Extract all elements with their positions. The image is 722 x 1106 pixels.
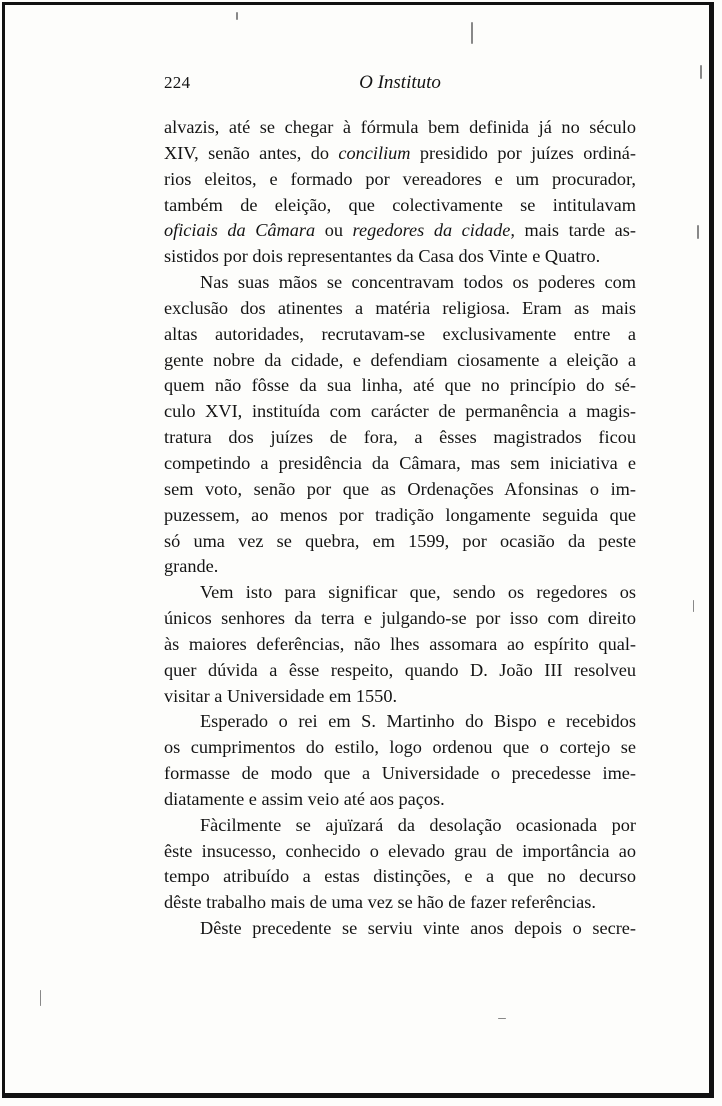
text-line [164,425,636,451]
text-run: Nas suas mãos se concentravam todos os poderes com [200,272,636,293]
text-line [164,709,636,735]
body-text [164,115,636,942]
text-run: culo XVI, instituída com carácter de permanência a magis- [164,401,636,422]
text-run: alvazis, até se chegar à fórmula bem definida já no século [164,117,636,137]
text-run: diatamente e assim veio até aos paços. [164,788,445,809]
text-line [164,399,636,425]
paragraph [164,580,636,709]
text-run: Dêste precedente se serviu vinte anos depois o secre- [200,918,636,939]
text-line [164,322,636,348]
text-run: rios eleitos, e formado por vereadores e um procurador, [164,168,636,189]
text-run: XIV, senão antes, do [164,142,339,163]
text-run: únicos senhores da terra e julgando-se por isso com direito [164,608,636,629]
text-run: quem não fôsse da sua linha, até que no princípio do sé- [164,375,636,396]
text-run: Vem isto para significar que, sendo os regedores os [200,582,636,603]
text-line [164,503,636,529]
scan-speck [700,65,702,79]
text-run: competindo a presidência da Câmara, mas sem iniciativa e [164,452,636,473]
scan-speck [693,600,694,612]
text-line [164,270,636,296]
text-run: exclusão dos atinentes a matéria religiosa. Eram as mais [164,297,636,318]
text-run: tratura dos juízes de fora, a êsses magistrados ficou [164,427,636,448]
scan-speck [236,12,238,20]
scan-speck [498,1018,506,1019]
scan-speck [40,990,41,1006]
text-line [164,735,636,761]
text-line [164,193,636,219]
text-run: quer dúvida a êsse respeito, quando D. João III resolveu [164,659,636,680]
italic-term: regedores da cidade, [352,220,515,241]
text-line [164,632,636,658]
text-line [164,373,636,399]
running-title: O Instituto [359,72,441,93]
scan-speck [697,225,699,239]
text-run: êste insucesso, conhecido o elevado grau de importância ao [164,840,636,861]
text-run: presidido por juízes ordiná- [410,142,636,163]
text-line [164,839,636,865]
text-line [164,761,636,787]
text-line [164,244,636,270]
paragraph [164,115,636,270]
text-line [164,916,636,942]
text-run: Fàcilmente se ajuïzará da desolação ocasionada por [200,814,636,835]
text-run: também de eleição, que colectivamente se intitulavam [164,194,636,215]
text-line [164,787,636,813]
text-run: gente nobre da cidade, e defendiam ciosamente a eleição a [164,349,636,370]
italic-term: concilium [338,142,411,163]
text-run: só uma vez se quebra, em 1599, por ocasião da peste [164,530,636,551]
italic-term: oficiais da Câmara [164,220,316,241]
text-run: os cumprimentos do estilo, logo ordenou que o cortejo se [164,737,636,758]
text-run: altas autoridades, recrutavam-se exclusivamente entre a [164,323,636,344]
text-line [164,348,636,374]
text-run: às maiores deferências, não lhes assomara ao espírito qual- [164,633,636,654]
text-run: visitar a Universidade em 1550. [164,685,398,706]
text-line [164,167,636,193]
text-line [164,890,636,916]
text-line [164,684,636,710]
page-number: 224 [164,73,191,92]
text-run: sem voto, senão por que as Ordenações Afonsinas o im- [164,478,636,499]
text-run: grande. [164,556,219,577]
paragraph [164,709,636,812]
text-run: ou [315,220,353,241]
paragraph [164,813,636,916]
text-line [164,451,636,477]
paragraph [164,270,636,580]
text-run: formasse de modo que a Universidade o precedesse ime- [164,763,636,784]
text-line [164,115,636,141]
text-line [164,864,636,890]
scan-speck [471,22,473,44]
text-run: dêste trabalho mais de uma vez se hão de fazer referências. [164,892,596,913]
text-line [164,529,636,555]
text-line [164,477,636,503]
text-run: puzessem, ao menos por tradição longamente seguida que [164,504,636,525]
text-run: mais tarde as- [514,220,636,241]
page-header [164,73,636,103]
text-line [164,606,636,632]
text-line [164,296,636,322]
paragraph [164,916,636,942]
text-run: tempo atribuído a estas distinções, e a que no decurso [164,866,636,887]
text-line [164,813,636,839]
text-line [164,658,636,684]
text-run: sistidos por dois representantes da Casa dos Vinte e Quatro. [164,246,601,267]
text-line [164,580,636,606]
text-line [164,218,636,244]
text-line [164,141,636,167]
text-run: Esperado o rei em S. Martinho do Bispo e recebidos [200,711,636,732]
text-line [164,554,636,580]
